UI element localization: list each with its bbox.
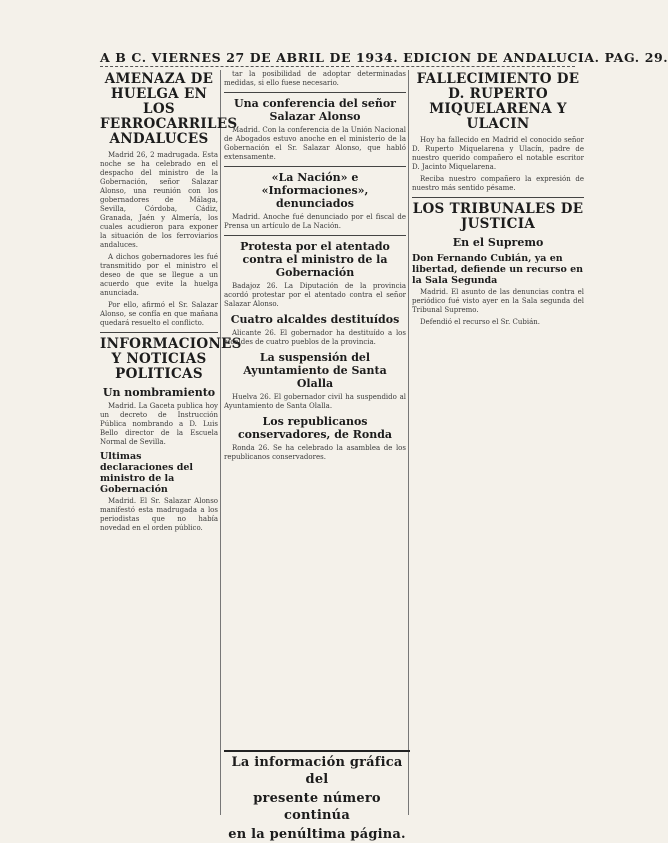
article-headline: «La Nación» e «Informaciones», denunciados	[261, 171, 369, 210]
column-divider	[220, 70, 221, 815]
article-headline: La suspensión del Ayuntamiento de Santa Olalla	[243, 351, 387, 390]
article-headline: AMENAZA DE HUELGA EN LOS FERROCARRILES ANDALUCES	[100, 71, 238, 147]
article-paragraph: Por ello, afirmó el Sr. Salazar Alonso, se confía en que mañana quedará resuelto el conflicto.	[100, 301, 218, 327]
article-paragraph: Badajoz 26. La Diputación de la provincia acordó protestar por el atentado contra el señor Salazar Alonso.	[224, 282, 406, 308]
article-paragraph: tar la posibilidad de adoptar determinadas medidas, si ello fuese necesario.	[224, 70, 406, 87]
article-subhead: Un nombramiento	[102, 386, 216, 399]
article-paragraph: Madrid. Con la conferencia de la Unión Nacional de Abogados estuvo anoche en el ministerio de la Gobernación el Sr. Salazar Alonso, que habló extensamente.	[224, 126, 406, 161]
article-headline: Cuatro alcaldes destituídos	[230, 313, 400, 326]
article-paragraph: Ronda 26. Se ha celebrado la asamblea de los republicanos conservadores.	[224, 444, 406, 461]
column-3	[412, 70, 584, 820]
article-paragraph: Madrid. La Gaceta publica hoy un decreto de Instrucción Pública nombrando a D. Luis Bello director de la Escuela Normal de Sevilla.	[100, 402, 218, 446]
photo-section-notice	[224, 748, 410, 842]
notice-line: presente número continúa	[253, 791, 381, 823]
notice-rule	[224, 750, 410, 752]
section-headline: INFORMACIONES Y NOTICIAS POLITICAS	[100, 336, 242, 382]
article-paragraph: Alicante 26. El gobernador ha destituído a los alcaldes de cuatro pueblos de la provincia.	[224, 329, 406, 346]
obituary-headline: FALLECIMIENTO DE D. RUPERTO MIQUELARENA Y ULACIN	[416, 71, 580, 132]
article-paragraph: Madrid. El Sr. Salazar Alonso manifestó esta madrugada a los periodistas que no había novedad en el orden público.	[100, 497, 218, 532]
notice-line: en la penúltima página.	[228, 827, 406, 842]
notice-line: La información gráfica del	[231, 755, 403, 787]
article-subhead: Don Fernando Cubián, ya en libertad, defiende un recurso en la Sala Segunda	[412, 253, 584, 286]
section-rule	[224, 235, 406, 236]
article-paragraph: Madrid 26, 2 madrugada. Esta noche se ha celebrado en el despacho del ministro de la Gobernación, señor Salazar Alonso, una reunión con los gobernadores de Málaga, Sevilla, Córdoba, Cádiz, Granada, Jaén y Almería, los cuales acudieron para exponer la situación de los ferroviarios andaluces.	[100, 151, 218, 249]
article-paragraph: A dichos gobernadores les fué transmitido por el ministro el deseo de que se llegue a un acuerdo que evite la huelga anunciada.	[100, 253, 218, 297]
article-subhead: Ultimas declaraciones del ministro de la Gobernación	[100, 451, 194, 495]
section-rule	[224, 166, 406, 167]
article-paragraph: Reciba nuestro compañero la expresión de nuestro más sentido pésame.	[412, 175, 584, 192]
section-rule	[412, 197, 584, 198]
section-headline: LOS TRIBUNALES DE JUSTICIA	[412, 201, 584, 232]
column-divider	[408, 70, 409, 815]
article-paragraph: Defendió el recurso el Sr. Cubián.	[420, 318, 540, 326]
section-rule	[100, 332, 218, 333]
masthead: A B C. VIERNES 27 DE ABRIL DE 1934. EDICION DE ANDALUCIA. PAG. 29.	[100, 50, 668, 65]
column-1	[100, 70, 242, 820]
section-rule	[224, 92, 406, 93]
article-headline: Los republicanos conservadores, de Ronda	[237, 415, 393, 441]
article-paragraph: Madrid. El asunto de las denuncias contra el periódico fué visto ayer en la Sala segunda del Tribunal Supremo.	[412, 288, 584, 314]
masthead-rule	[100, 66, 575, 67]
article-paragraph: Hoy ha fallecido en Madrid el conocido señor D. Ruperto Miquelarena y Ulacín, padre de nuestro querido compañero el notable escritor D. Jacinto Miquelarena.	[412, 136, 584, 171]
article-headline: Protesta por el atentado contra el ministro de la Gobernación	[240, 240, 390, 279]
column-2	[224, 70, 406, 790]
article-paragraph: Huelva 26. El gobernador civil ha suspendido al Ayuntamiento de Santa Olalla.	[224, 393, 406, 410]
article-paragraph: Madrid. Anoche fué denunciado por el fiscal de Prensa un artículo de La Nación.	[224, 213, 406, 230]
article-subhead: En el Supremo	[452, 236, 544, 249]
article-headline: Una conferencia del señor Salazar Alonso	[234, 97, 396, 123]
